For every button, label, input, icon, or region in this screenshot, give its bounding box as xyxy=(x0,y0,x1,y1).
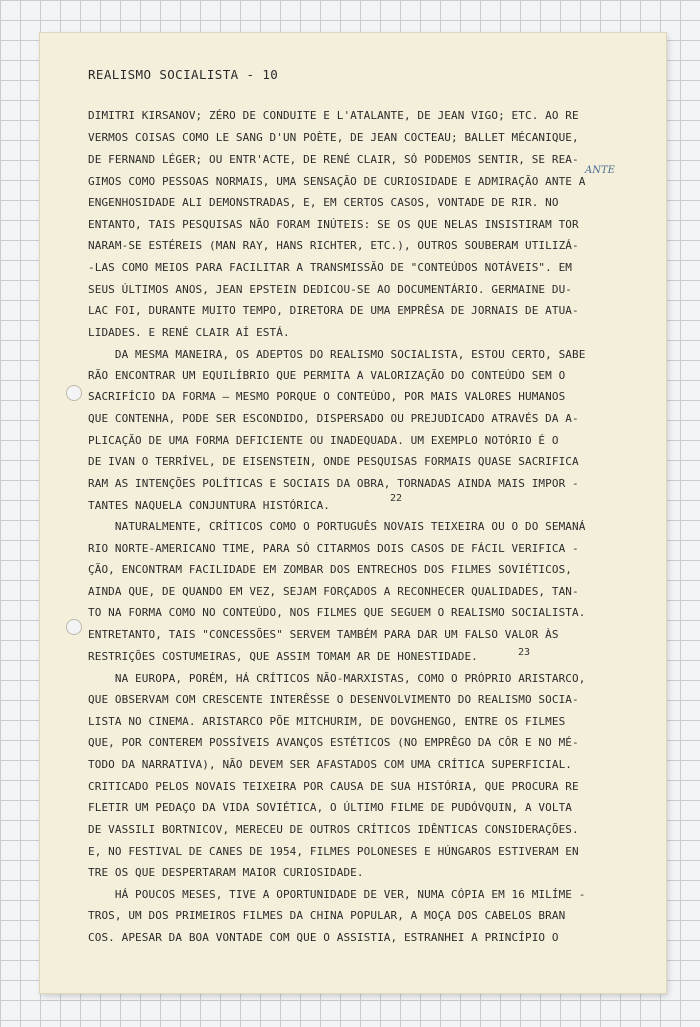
text-line: ENTRETANTO, TAIS "CONCESSÕES" SERVEM TAMBÉM PARA DAR UM FALSO VALOR ÀS xyxy=(88,628,559,641)
text-line: TODO DA NARRATIVA), NÃO DEVEM SER AFASTADOS COM UMA CRÍTICA SUPERFICIAL. xyxy=(88,758,573,771)
typewritten-page xyxy=(40,33,666,993)
text-line: -LAS COMO MEIOS PARA FACILITAR A TRANSMISSÃO DE "CONTEÚDOS NOTÁVEIS". EM xyxy=(88,261,573,274)
text-line: DIMITRI KIRSANOV; ZÉRO DE CONDUITE E L'ATALANTE, DE JEAN VIGO; ETC. AO RE xyxy=(88,109,579,122)
text-line: DA MESMA MANEIRA, OS ADEPTOS DO REALISMO SOCIALISTA, ESTOU CERTO, SABE xyxy=(88,348,586,361)
text-line: FLETIR UM PEDAÇO DA VIDA SOVIÉTICA, O ÚLTIMO FILME DE PUDÓVQUIN, A VOLTA xyxy=(88,801,573,814)
punch-hole-upper xyxy=(66,385,82,401)
text-line: LAC FOI, DURANTE MUITO TEMPO, DIRETORA DE UMA EMPRÊSA DE JORNAIS DE ATUA- xyxy=(88,304,579,317)
text-line: VERMOS COISAS COMO LE SANG D'UN POÈTE, DE JEAN COCTEAU; BALLET MÉCANIQUE, xyxy=(88,131,579,144)
page-header: REALISMO SOCIALISTA - 10 xyxy=(88,67,279,82)
text-line: TANTES NAQUELA CONJUNTURA HISTÓRICA. xyxy=(88,499,331,512)
text-line: LISTA NO CINEMA. ARISTARCO PÕE MITCHURIM, DE DOVGHENGO, ENTRE OS FILMES xyxy=(88,715,566,728)
handwritten-annotation: ANTE xyxy=(585,165,615,176)
text-line: NA EUROPA, PORÉM, HÁ CRÍTICOS NÃO-MARXISTAS, COMO O PRÓPRIO ARISTARCO, xyxy=(88,672,586,685)
text-line: E, NO FESTIVAL DE CANES DE 1954, FILMES POLONESES E HÚNGAROS ESTIVERAM EN xyxy=(88,845,579,858)
text-line: NATURALMENTE, CRÍTICOS COMO O PORTUGUÊS NOVAIS TEIXEIRA OU O DO SEMANÁ xyxy=(88,520,586,533)
text-line: HÁ POUCOS MESES, TIVE A OPORTUNIDADE DE VER, NUMA CÓPIA EM 16 MILÍME - xyxy=(88,888,586,901)
text-line: SACRIFÍCIO DA FORMA — MESMO PORQUE O CONTEÚDO, POR MAIS VALORES HUMANOS xyxy=(88,390,566,403)
text-line: SEUS ÚLTIMOS ANOS, JEAN EPSTEIN DEDICOU-SE AO DOCUMENTÁRIO. GERMAINE DU- xyxy=(88,283,573,296)
text-line: COS. APESAR DA BOA VONTADE COM QUE O ASSISTIA, ESTRANHEI A PRINCÍPIO O xyxy=(88,931,559,944)
text-line: PLICAÇÃO DE UMA FORMA DEFICIENTE OU INADEQUADA. UM EXEMPLO NOTÓRIO É O xyxy=(88,434,559,447)
text-line: RAM AS INTENÇÕES POLÍTICAS E SOCIAIS DA OBRA, TORNADAS AINDA MAIS IMPOR - xyxy=(88,477,579,490)
text-line: RÃO ENCONTRAR UM EQUILÍBRIO QUE PERMITA A VALORIZAÇÃO DO CONTEÚDO SEM O xyxy=(88,369,566,382)
punch-hole-lower xyxy=(66,619,82,635)
text-line: LIDADES. E RENÉ CLAIR AÍ ESTÁ. xyxy=(88,326,290,339)
text-line: GIMOS COMO PESSOAS NORMAIS, UMA SENSAÇÃO DE CURIOSIDADE E ADMIRAÇÃO ANTE A xyxy=(88,175,586,188)
text-line: DE VASSILI BORTNICOV, MERECEU DE OUTROS CRÍTICOS IDÊNTICAS CONSIDERAÇÕES. xyxy=(88,823,579,836)
text-line: TO NA FORMA COMO NO CONTEÚDO, NOS FILMES QUE SEGUEM O REALISMO SOCIALISTA. xyxy=(88,606,586,619)
text-line: CRITICADO PELOS NOVAIS TEIXEIRA POR CAUSA DE SUA HISTÓRIA, QUE PROCURA RE xyxy=(88,780,579,793)
footnote-22: 22 xyxy=(390,493,403,504)
text-line: TRE OS QUE DESPERTARAM MAIOR CURIOSIDADE. xyxy=(88,866,364,879)
text-line: ENTANTO, TAIS PESQUISAS NÃO FORAM INÚTEIS: SE OS QUE NELAS INSISTIRAM TOR xyxy=(88,218,579,231)
text-line: DE IVAN O TERRÍVEL, DE EISENSTEIN, ONDE PESQUISAS FORMAIS QUASE SACRIFICA xyxy=(88,455,579,468)
text-line: RESTRIÇÕES COSTUMEIRAS, QUE ASSIM TOMAM AR DE HONESTIDADE. xyxy=(88,650,478,663)
text-line: NARAM-SE ESTÉREIS (MAN RAY, HANS RICHTER, ETC.), OUTROS SOUBERAM UTILIZÁ- xyxy=(88,239,579,252)
text-line: AINDA QUE, DE QUANDO EM VEZ, SEJAM FORÇADOS A RECONHECER QUALIDADES, TAN- xyxy=(88,585,579,598)
text-line: ÇÃO, ENCONTRAM FACILIDADE EM ZOMBAR DOS ENTRECHOS DOS FILMES SOVIÉTICOS, xyxy=(88,563,573,576)
text-line: QUE, POR CONTEREM POSSÍVEIS AVANÇOS ESTÉTICOS (NO EMPRÊGO DA CÔR E NO MÉ- xyxy=(88,736,579,749)
text-line: QUE CONTENHA, PODE SER ESCONDIDO, DISPERSADO OU PREJUDICADO ATRAVÉS DA A- xyxy=(88,412,579,425)
text-line: QUE OBSERVAM COM CRESCENTE INTERÊSSE O DESENVOLVIMENTO DO REALISMO SOCIA- xyxy=(88,693,579,706)
footnote-23: 23 xyxy=(518,647,531,658)
text-line: TROS, UM DOS PRIMEIROS FILMES DA CHINA POPULAR, A MOÇA DOS CABELOS BRAN xyxy=(88,909,566,922)
text-line: ENGENHOSIDADE ALI DEMONSTRADAS, E, EM CERTOS CASOS, VONTADE DE RIR. NO xyxy=(88,196,559,209)
text-line: RIO NORTE-AMERICANO TIME, PARA SÓ CITARMOS DOIS CASOS DE FÁCIL VERIFICA - xyxy=(88,542,579,555)
text-line: DE FERNAND LÉGER; OU ENTR'ACTE, DE RENÉ CLAIR, SÓ PODEMOS SENTIR, SE REA- xyxy=(88,153,579,166)
